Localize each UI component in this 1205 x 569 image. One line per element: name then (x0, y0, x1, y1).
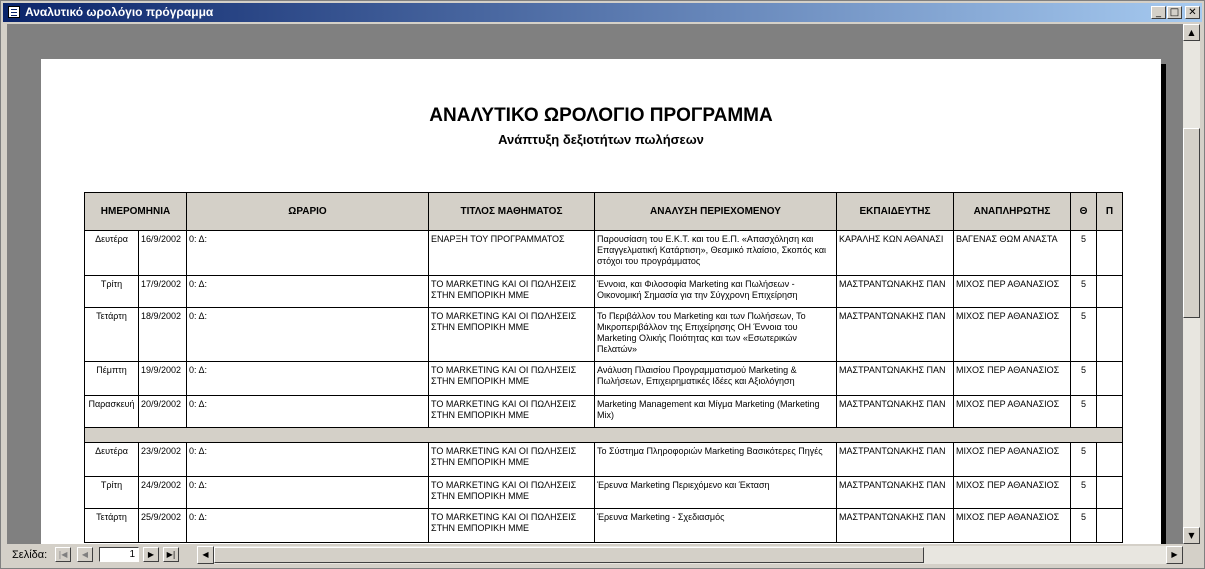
minimize-icon: _ (1156, 7, 1161, 18)
cell-practice (1097, 362, 1123, 396)
cell-content: Έρευνα Marketing - Σχεδιασμός (595, 509, 837, 543)
cell-course-title: ΤΟ MARKETING ΚΑΙ ΟΙ ΠΩΛΗΣΕΙΣ ΣΤΗΝ ΕΜΠΟΡΙΚΗ ΜΜΕ (429, 308, 595, 362)
cell-time: 0: Δ: (187, 231, 429, 276)
table-row (85, 362, 1123, 396)
cell-content: Marketing Management και Μίγμα Marketing (Marketing Mix) (595, 396, 837, 428)
cell-content: Ανάλυση Πλαισίου Προγραμματισμού Marketing & Πωλήσεων, Επιχειρηματικές Ιδέες και Αξιολόγηση (595, 362, 837, 396)
report-title: ΑΝΑΛΥΤΙΚΟ ΩΡΟΛΟΓΙΟ ΠΡΟΓΡΑΜΜΑ (429, 105, 773, 126)
header-date: ΗΜΕΡΟΜΗΝΙΑ (85, 193, 187, 231)
cell-date: 16/9/2002 (139, 231, 187, 276)
cell-day: Τετάρτη (85, 509, 139, 543)
window-title: Αναλυτικό ωρολόγιο πρόγραμμα (25, 5, 214, 19)
cell-substitute: ΜΙΧΟΣ ΠΕΡ ΑΘΑΝΑΣΙΟΣ (954, 308, 1071, 362)
cell-content: Έννοια, και Φιλοσοφία Marketing και Πωλήσεων - Οικονομική Σημασία για την Σύγχρονη Επιχείρηση (595, 276, 837, 308)
scroll-right-button[interactable] (1166, 546, 1183, 564)
horizontal-scroll-thumb[interactable] (214, 547, 924, 563)
arrow-right-icon: ▶ (1171, 550, 1178, 559)
page-label: Σελίδα: (12, 549, 48, 561)
cell-content: Το Σύστημα Πληροφοριών Marketing Βασικότερες Πηγές (595, 443, 837, 477)
header-substitute: ΑΝΑΠΛΗΡΩΤΗΣ (954, 193, 1071, 231)
cell-time: 0: Δ: (187, 362, 429, 396)
arrow-left-icon: ◀ (202, 550, 209, 559)
cell-course-title: ΤΟ MARKETING ΚΑΙ ΟΙ ΠΩΛΗΣΕΙΣ ΣΤΗΝ ΕΜΠΟΡΙΚΗ ΜΜΕ (429, 509, 595, 543)
header-row (85, 193, 1123, 231)
cell-trainer: ΜΑΣΤΡΑΝΤΩΝΑΚΗΣ ΠΑΝ (837, 362, 954, 396)
cell-practice (1097, 231, 1123, 276)
first-page-button[interactable] (55, 547, 71, 562)
scroll-down-button[interactable] (1183, 527, 1200, 544)
table-row (85, 396, 1123, 428)
separator-cell (85, 428, 1123, 443)
cell-course-title: ΤΟ MARKETING ΚΑΙ ΟΙ ΠΩΛΗΣΕΙΣ ΣΤΗΝ ΕΜΠΟΡΙΚΗ ΜΜΕ (429, 396, 595, 428)
cell-theory: 5 (1071, 308, 1097, 362)
cell-trainer: ΚΑΡΑΛΗΣ ΚΩΝ ΑΘΑΝΑΣΙ (837, 231, 954, 276)
cell-theory: 5 (1071, 509, 1097, 543)
cell-time: 0: Δ: (187, 443, 429, 477)
navigation-bar (3, 546, 1183, 564)
cell-day: Πέμπτη (85, 362, 139, 396)
report-icon (8, 6, 20, 18)
cell-day: Τετάρτη (85, 308, 139, 362)
header-time: ΩΡΑΡΙΟ (187, 193, 429, 231)
close-button[interactable] (1185, 6, 1200, 19)
cell-content: Παρουσίαση του Ε.Κ.Τ. και του Ε.Π. «Απασχόληση και Επαγγελματική Κατάρτιση», Θεσμικό πλαίσιο, Σκοπός και στόχοι του προγράμματος (595, 231, 837, 276)
header-trainer: ΕΚΠΑΙΔΕΥΤΗΣ (837, 193, 954, 231)
cell-day: Δευτέρα (85, 443, 139, 477)
cell-date: 18/9/2002 (139, 308, 187, 362)
cell-theory: 5 (1071, 396, 1097, 428)
cell-date: 20/9/2002 (139, 396, 187, 428)
cell-theory: 5 (1071, 477, 1097, 509)
cell-content: Το Περιβάλλον του Marketing και των Πωλήσεων, Το Μικροπεριβάλλον της Επιχείρησης ΟΗ Έννοια του Marketing Ολικής Ποιότητας και των «Εσωτερικών Πελατών» (595, 308, 837, 362)
cell-time: 0: Δ: (187, 276, 429, 308)
cell-date: 23/9/2002 (139, 443, 187, 477)
cell-theory: 5 (1071, 362, 1097, 396)
cell-practice (1097, 477, 1123, 509)
cell-substitute: ΜΙΧΟΣ ΠΕΡ ΑΘΑΝΑΣΙΟΣ (954, 276, 1071, 308)
last-record-icon: ▶| (166, 550, 176, 559)
cell-date: 17/9/2002 (139, 276, 187, 308)
scrollbar-corner (1183, 546, 1200, 564)
cell-day: Τρίτη (85, 276, 139, 308)
cell-substitute: ΜΙΧΟΣ ΠΕΡ ΑΘΑΝΑΣΙΟΣ (954, 443, 1071, 477)
cell-time: 0: Δ: (187, 396, 429, 428)
header-content: ΑΝΑΛΥΣΗ ΠΕΡΙΕΧΟΜΕΝΟΥ (595, 193, 837, 231)
page-number-input[interactable]: 1 (99, 547, 139, 562)
cell-practice (1097, 396, 1123, 428)
cell-practice (1097, 308, 1123, 362)
arrow-up-icon: ▲ (1188, 28, 1195, 37)
schedule-table (84, 192, 1123, 543)
cell-substitute: ΜΙΧΟΣ ΠΕΡ ΑΘΑΝΑΣΙΟΣ (954, 477, 1071, 509)
table-row (85, 308, 1123, 362)
scroll-up-button[interactable] (1183, 24, 1200, 41)
cell-time: 0: Δ: (187, 308, 429, 362)
vertical-scroll-thumb[interactable] (1183, 128, 1200, 318)
table-row (85, 231, 1123, 276)
report-subtitle: Ανάπτυξη δεξιοτήτων πωλήσεων (498, 132, 704, 147)
cell-trainer: ΜΑΣΤΡΑΝΤΩΝΑΚΗΣ ΠΑΝ (837, 443, 954, 477)
report-viewport (7, 24, 1183, 544)
cell-trainer: ΜΑΣΤΡΑΝΤΩΝΑΚΗΣ ΠΑΝ (837, 308, 954, 362)
cell-theory: 5 (1071, 276, 1097, 308)
cell-substitute: ΜΙΧΟΣ ΠΕΡ ΑΘΑΝΑΣΙΟΣ (954, 362, 1071, 396)
cell-content: Έρευνα Marketing Περιεχόμενο και Έκταση (595, 477, 837, 509)
horizontal-scrollbar[interactable] (197, 546, 1183, 564)
cell-course-title: ΤΟ MARKETING ΚΑΙ ΟΙ ΠΩΛΗΣΕΙΣ ΣΤΗΝ ΕΜΠΟΡΙΚΗ ΜΜΕ (429, 276, 595, 308)
first-record-icon: |◀ (58, 550, 68, 559)
cell-trainer: ΜΑΣΤΡΑΝΤΩΝΑΚΗΣ ΠΑΝ (837, 396, 954, 428)
cell-theory: 5 (1071, 231, 1097, 276)
cell-substitute: ΜΙΧΟΣ ΠΕΡ ΑΘΑΝΑΣΙΟΣ (954, 396, 1071, 428)
cell-theory: 5 (1071, 443, 1097, 477)
cell-day: Δευτέρα (85, 231, 139, 276)
header-course-title: ΤΙΤΛΟΣ ΜΑΘΗΜΑΤΟΣ (429, 193, 595, 231)
cell-practice (1097, 443, 1123, 477)
cell-trainer: ΜΑΣΤΡΑΝΤΩΝΑΚΗΣ ΠΑΝ (837, 509, 954, 543)
next-record-icon: ▶ (147, 550, 155, 559)
cell-practice (1097, 276, 1123, 308)
cell-course-title: ΤΟ MARKETING ΚΑΙ ΟΙ ΠΩΛΗΣΕΙΣ ΣΤΗΝ ΕΜΠΟΡΙΚΗ ΜΜΕ (429, 443, 595, 477)
last-page-button[interactable] (163, 547, 179, 562)
table-row (85, 276, 1123, 308)
header-practice: Π (1097, 193, 1123, 231)
cell-substitute: ΒΑΓΕΝΑΣ ΘΩΜ ΑΝΑΣΤΑ (954, 231, 1071, 276)
previous-record-icon: ◀ (81, 550, 89, 559)
cell-time: 0: Δ: (187, 477, 429, 509)
week-separator-row (85, 428, 1123, 443)
table-row (85, 509, 1123, 543)
maximize-icon: □ (1169, 7, 1180, 18)
cell-trainer: ΜΑΣΤΡΑΝΤΩΝΑΚΗΣ ΠΑΝ (837, 276, 954, 308)
header-theory: Θ (1071, 193, 1097, 231)
cell-trainer: ΜΑΣΤΡΑΝΤΩΝΑΚΗΣ ΠΑΝ (837, 477, 954, 509)
title-bar[interactable] (3, 3, 1202, 22)
vertical-scrollbar[interactable] (1183, 24, 1200, 544)
cell-day: Τρίτη (85, 477, 139, 509)
cell-practice (1097, 509, 1123, 543)
next-page-button[interactable] (143, 547, 159, 562)
minimize-button[interactable] (1151, 6, 1166, 19)
cell-course-title: ΤΟ MARKETING ΚΑΙ ΟΙ ΠΩΛΗΣΕΙΣ ΣΤΗΝ ΕΜΠΟΡΙΚΗ ΜΜΕ (429, 477, 595, 509)
scroll-left-button[interactable] (197, 546, 214, 564)
schedule-body (85, 231, 1123, 543)
table-row (85, 443, 1123, 477)
cell-time: 0: Δ: (187, 509, 429, 543)
table-row (85, 477, 1123, 509)
cell-course-title: ΤΟ MARKETING ΚΑΙ ΟΙ ΠΩΛΗΣΕΙΣ ΣΤΗΝ ΕΜΠΟΡΙΚΗ ΜΜΕ (429, 362, 595, 396)
cell-date: 24/9/2002 (139, 477, 187, 509)
cell-course-title: ΕΝΑΡΞΗ ΤΟΥ ΠΡΟΓΡΑΜΜΑΤΟΣ (429, 231, 595, 276)
cell-substitute: ΜΙΧΟΣ ΠΕΡ ΑΘΑΝΑΣΙΟΣ (954, 509, 1071, 543)
previous-page-button[interactable] (77, 547, 93, 562)
cell-day: Παρασκευή (85, 396, 139, 428)
cell-date: 25/9/2002 (139, 509, 187, 543)
close-icon: ✕ (1188, 7, 1197, 18)
arrow-down-icon: ▼ (1188, 531, 1195, 540)
report-page (41, 59, 1161, 544)
cell-date: 19/9/2002 (139, 362, 187, 396)
maximize-button[interactable] (1167, 6, 1182, 19)
